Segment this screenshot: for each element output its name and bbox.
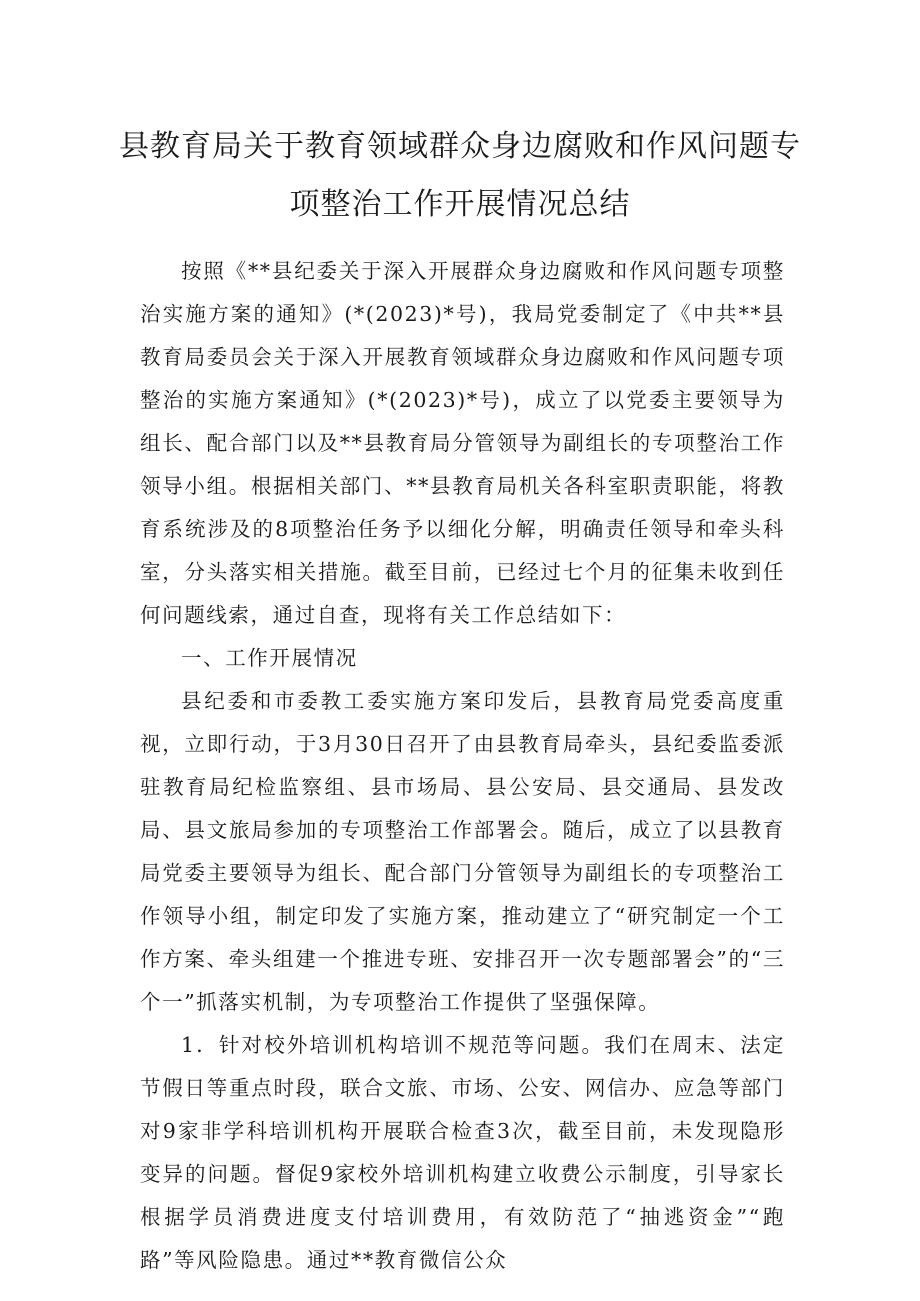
section-heading-1: 一、工作开展情况 <box>181 646 358 670</box>
section-1-paragraph: 县纪委和市委教工委实施方案印发后，县教育局党委高度重视，立即行动，于3月30日召开了由县教育局牵头，县纪委监委派驻教育局纪检监察组、县市场局、县公安局、县交通局、县发改局、县文旅局参加的专项整治工作部署会。随后，成立了以县教育局党委主要领导为组长、配合部门分管领导为副组长的专项整治工作领导小组，制定印发了实施方案，推动建立了“研究制定一个工作方案、牵头组建一个推进专班、安排召开一次专题部署会”的“三个一”抓落实机制，为专项整治工作提供了坚强保障。 <box>140 689 785 1014</box>
title-line-1: 县教育局关于教育领域群众身边腐败和作风问题专 <box>119 129 801 165</box>
title-line-2: 项整治工作开展情况总结 <box>289 187 631 223</box>
document-title <box>100 118 820 234</box>
item-1-paragraph: 1．针对校外培训机构培训不规范等问题。我们在周末、法定节假日等重点时段，联合文旅、市场、公安、网信办、应急等部门对9家非学科培训机构开展联合检查3次，截至目前，未发现隐形变异的问题。督促9家校外培训机构建立收费公示制度，引导家长根据学员消费进度支付培训费用，有效防范了“抽逃资金”“跑路”等风险隐患。通过**教育微信公众 <box>140 1033 785 1272</box>
document-body <box>140 250 785 1282</box>
intro-paragraph: 按照《**县纪委关于深入开展群众身边腐败和作风问题专项整治实施方案的通知》(*(2023)*号)，我局党委制定了《中共**县教育局委员会关于深入开展教育领域群众身边腐败和作风问题专项整治的实施方案通知》(*(2023)*号)，成立了以党委主要领导为组长、配合部门以及**县教育局分管领导为副组长的专项整治工作领导小组。根据相关部门、**县教育局机关各科室职责职能，将教育系统涉及的8项整治任务予以细化分解，明确责任领导和牵头科室，分头落实相关措施。截至目前，已经过七个月的征集未收到任何问题线索，通过自查，现将有关工作总结如下： <box>140 259 785 627</box>
